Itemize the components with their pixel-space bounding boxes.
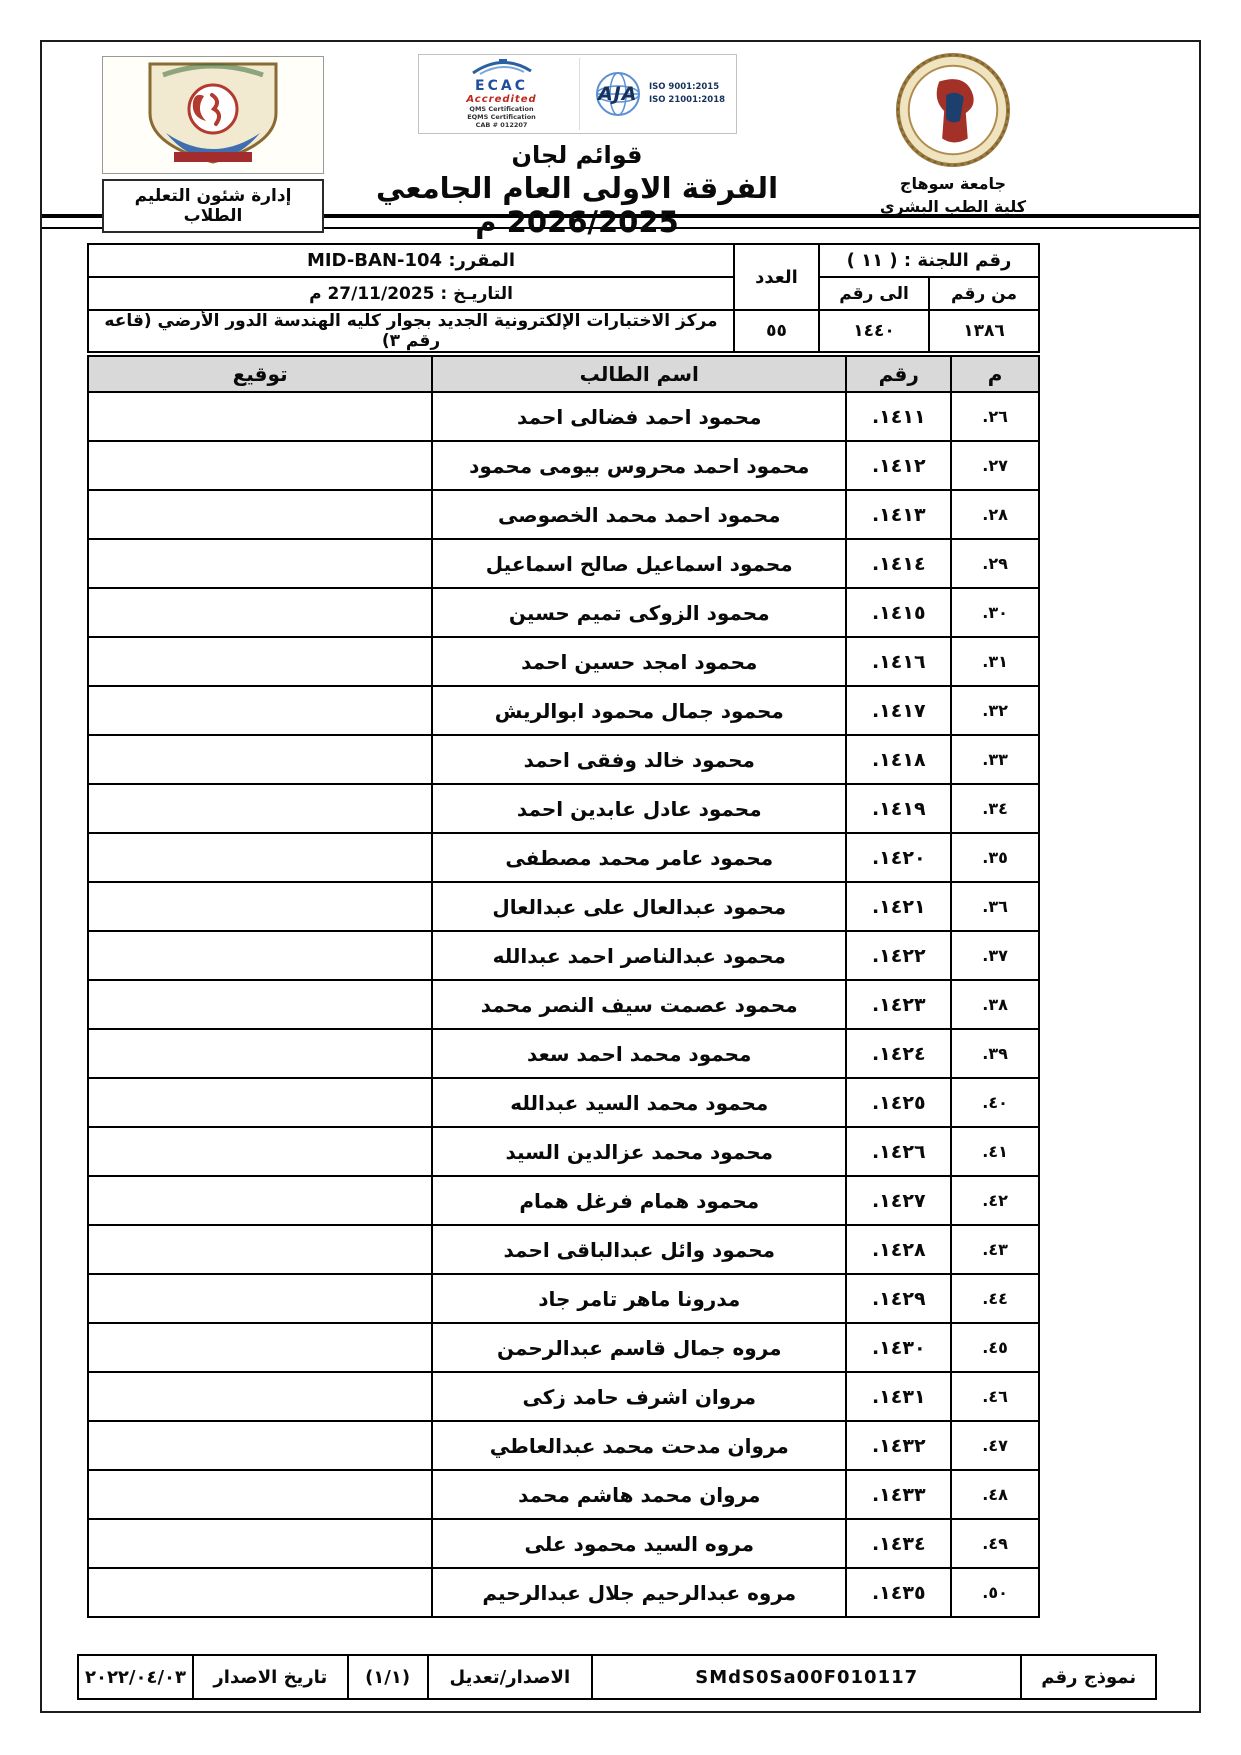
- aja-certification-logo: [590, 58, 730, 130]
- row-seat-number: ١٤٢٧.: [846, 1176, 951, 1225]
- student-row: [88, 441, 1039, 490]
- row-signature-cell: [88, 1078, 432, 1127]
- row-serial: ٤٥.: [951, 1323, 1039, 1372]
- form-number-value: SMdS0Sa00F010117: [592, 1655, 1021, 1699]
- row-serial: ٣٧.: [951, 931, 1039, 980]
- row-seat-number: ١٤٢٣.: [846, 980, 951, 1029]
- aja-iso-9001: ISO 9001:2015: [648, 82, 720, 93]
- header-center: [354, 54, 800, 239]
- row-serial: ٢٩.: [951, 539, 1039, 588]
- department-label: إدارة شئون التعليم الطلاب: [102, 179, 324, 233]
- row-student-name: محمود عصمت سيف النصر محمد: [432, 980, 846, 1029]
- row-student-name: محمود عادل عابدين احمد: [432, 784, 846, 833]
- row-signature-cell: [88, 1176, 432, 1225]
- row-serial: ٤٠.: [951, 1078, 1039, 1127]
- row-student-name: محمود احمد محروس بيومى محمود: [432, 441, 846, 490]
- row-serial: ٣٨.: [951, 980, 1039, 1029]
- row-signature-cell: [88, 1127, 432, 1176]
- student-row: [88, 1470, 1039, 1519]
- row-signature-cell: [88, 1519, 432, 1568]
- header: [42, 42, 1199, 240]
- faculty-name: كلية الطب البشرى: [879, 196, 1027, 216]
- ecac-cab-line: CAB # 012207: [475, 120, 528, 129]
- student-row: [88, 1176, 1039, 1225]
- row-seat-number: ١٤٢٢.: [846, 931, 951, 980]
- row-signature-cell: [88, 686, 432, 735]
- row-seat-number: ١٤٣١.: [846, 1372, 951, 1421]
- row-signature-cell: [88, 980, 432, 1029]
- row-signature-cell: [88, 931, 432, 980]
- row-serial: ٣٩.: [951, 1029, 1039, 1078]
- aja-globe-wrap: [594, 70, 642, 118]
- row-signature-cell: [88, 784, 432, 833]
- row-serial: ٤٨.: [951, 1470, 1039, 1519]
- to-number-label: الى رقم: [819, 277, 929, 310]
- row-seat-number: ١٤١٢.: [846, 441, 951, 490]
- student-row: [88, 735, 1039, 784]
- row-signature-cell: [88, 1029, 432, 1078]
- row-signature-cell: [88, 833, 432, 882]
- row-student-name: محمود عامر محمد مصطفى: [432, 833, 846, 882]
- row-seat-number: ١٤٢٠.: [846, 833, 951, 882]
- row-seat-number: ١٤١٧.: [846, 686, 951, 735]
- aja-iso-lines: [649, 81, 725, 107]
- student-row: [88, 1421, 1039, 1470]
- student-row: [88, 833, 1039, 882]
- row-student-name: محمود الزوكى تميم حسين: [432, 588, 846, 637]
- count-label: العدد: [734, 244, 819, 310]
- row-student-name: محمود محمد السيد عبدالله: [432, 1078, 846, 1127]
- certification-logos: [418, 54, 737, 134]
- row-student-name: محمود امجد حسين احمد: [432, 637, 846, 686]
- row-signature-cell: [88, 1568, 432, 1617]
- page-subtitle: الفرقة الاولى العام الجامعي 2026/2025 م: [375, 171, 779, 240]
- form-footer-table: [77, 1654, 1157, 1700]
- row-serial: ٤٩.: [951, 1519, 1039, 1568]
- faculty-logo-box: [102, 56, 324, 174]
- from-number-label: من رقم: [929, 277, 1039, 310]
- committee-number-label: رقم اللجنة : ( ١١ ): [819, 244, 1039, 277]
- student-row: [88, 637, 1039, 686]
- row-serial: ٤٦.: [951, 1372, 1039, 1421]
- row-student-name: مروان مدحت محمد عبدالعاطي: [432, 1421, 846, 1470]
- row-student-name: محمود عبدالعال على عبدالعال: [432, 882, 846, 931]
- row-serial: ٣٠.: [951, 588, 1039, 637]
- student-row: [88, 588, 1039, 637]
- issue-date-value: ٢٠٢٢/٠٤/٠٣: [78, 1655, 193, 1699]
- student-row: [88, 882, 1039, 931]
- row-serial: ٣٢.: [951, 686, 1039, 735]
- row-signature-cell: [88, 1421, 432, 1470]
- faculty-logo-block: [102, 56, 324, 233]
- row-serial: ٣٤.: [951, 784, 1039, 833]
- ecac-accredited-label: Accredited: [466, 93, 537, 105]
- university-logo-block: [864, 52, 1042, 218]
- row-student-name: محمود اسماعيل صالح اسماعيل: [432, 539, 846, 588]
- row-seat-number: ١٤١١.: [846, 392, 951, 441]
- row-seat-number: ١٤٢٩.: [846, 1274, 951, 1323]
- student-row: [88, 1127, 1039, 1176]
- row-student-name: محمود همام فرغل همام: [432, 1176, 846, 1225]
- row-seat-number: ١٤٢٦.: [846, 1127, 951, 1176]
- row-serial: ٥٠.: [951, 1568, 1039, 1617]
- ecac-certification-logo: [425, 58, 580, 130]
- row-seat-number: ١٤٣٠.: [846, 1323, 951, 1372]
- row-seat-number: ١٤٢٨.: [846, 1225, 951, 1274]
- row-serial: ٢٦.: [951, 392, 1039, 441]
- student-row: [88, 1519, 1039, 1568]
- ecac-swoosh-icon: [471, 59, 533, 75]
- row-signature-cell: [88, 588, 432, 637]
- row-serial: ٤٣.: [951, 1225, 1039, 1274]
- row-seat-number: ١٤٣٢.: [846, 1421, 951, 1470]
- row-serial: ٣١.: [951, 637, 1039, 686]
- row-student-name: مروان محمد هاشم محمد: [432, 1470, 846, 1519]
- row-seat-number: ١٤١٤.: [846, 539, 951, 588]
- header-student-name: اسم الطالب: [432, 356, 846, 392]
- row-seat-number: ١٤١٦.: [846, 637, 951, 686]
- row-signature-cell: [88, 1372, 432, 1421]
- row-signature-cell: [88, 1470, 432, 1519]
- ecac-name: ECAC: [475, 78, 528, 94]
- student-row: [88, 392, 1039, 441]
- page-title: قوائم لجان: [511, 141, 643, 170]
- row-signature-cell: [88, 1225, 432, 1274]
- row-seat-number: ١٤٢١.: [846, 882, 951, 931]
- student-row: [88, 980, 1039, 1029]
- row-serial: ٤٧.: [951, 1421, 1039, 1470]
- student-row: [88, 539, 1039, 588]
- header-signature: توقيع: [88, 356, 432, 392]
- student-row: [88, 1078, 1039, 1127]
- row-seat-number: ١٤١٨.: [846, 735, 951, 784]
- student-row: [88, 686, 1039, 735]
- footer-row: [78, 1655, 1156, 1699]
- student-row: [88, 784, 1039, 833]
- row-signature-cell: [88, 882, 432, 931]
- issue-label: الاصدار/تعديل: [428, 1655, 593, 1699]
- row-serial: ٤٢.: [951, 1176, 1039, 1225]
- row-serial: ٣٣.: [951, 735, 1039, 784]
- aja-name: AJA: [597, 83, 638, 106]
- row-seat-number: ١٤١٣.: [846, 490, 951, 539]
- row-signature-cell: [88, 735, 432, 784]
- row-seat-number: ١٤١٩.: [846, 784, 951, 833]
- row-student-name: مروان اشرف حامد زكى: [432, 1372, 846, 1421]
- row-signature-cell: [88, 539, 432, 588]
- sohag-university-logo-icon: [895, 52, 1011, 168]
- exam-date-label: التاريـخ : 27/11/2025 م: [88, 277, 734, 310]
- row-student-name: محمود احمد محمد الخصوصى: [432, 490, 846, 539]
- faculty-of-medicine-logo-icon: [108, 59, 318, 167]
- row-seat-number: ١٤٣٤.: [846, 1519, 951, 1568]
- row-serial: ٣٥.: [951, 833, 1039, 882]
- header-number: رقم: [846, 356, 951, 392]
- university-name: جامعة سوهاج: [899, 174, 1007, 193]
- student-row: [88, 1029, 1039, 1078]
- document-frame: [40, 40, 1201, 1713]
- row-signature-cell: [88, 490, 432, 539]
- student-row: [88, 1568, 1039, 1617]
- to-number-value: ١٤٤٠: [819, 310, 929, 352]
- student-row: [88, 490, 1039, 539]
- row-signature-cell: [88, 392, 432, 441]
- students-table: [87, 355, 1040, 1618]
- row-signature-cell: [88, 1274, 432, 1323]
- header-serial: م: [951, 356, 1039, 392]
- row-student-name: مروه جمال قاسم عبدالرحمن: [432, 1323, 846, 1372]
- row-student-name: محمود عبدالناصر احمد عبدالله: [432, 931, 846, 980]
- exam-location: مركز الاختبارات الإلكترونية الجديد بجوار كليه الهندسة الدور الأرضي (قاعه رقم ٣): [88, 310, 734, 352]
- row-seat-number: ١٤٢٥.: [846, 1078, 951, 1127]
- course-label: المقرر: MID-BAN-104: [88, 244, 734, 277]
- ecac-qms-line: QMS Certification: [469, 104, 534, 113]
- row-serial: ٢٨.: [951, 490, 1039, 539]
- row-student-name: محمود محمد عزالدين السيد: [432, 1127, 846, 1176]
- row-serial: ٣٦.: [951, 882, 1039, 931]
- issue-date-label: تاريخ الاصدار: [193, 1655, 348, 1699]
- student-row: [88, 1372, 1039, 1421]
- row-student-name: محمود محمد احمد سعد: [432, 1029, 846, 1078]
- aja-iso-21001: ISO 21001:2018: [648, 95, 726, 106]
- student-row: [88, 931, 1039, 980]
- row-student-name: محمود وائل عبدالباقى احمد: [432, 1225, 846, 1274]
- ecac-eqms-line: EQMS Certification: [467, 112, 536, 121]
- row-student-name: مروه عبدالرحيم جلال عبدالرحيم: [432, 1568, 846, 1617]
- row-serial: ٤٤.: [951, 1274, 1039, 1323]
- table-header-row: [88, 356, 1039, 392]
- count-value: ٥٥: [734, 310, 819, 352]
- row-seat-number: ١٤١٥.: [846, 588, 951, 637]
- row-student-name: مدرونا ماهر تامر جاد: [432, 1274, 846, 1323]
- student-row: [88, 1225, 1039, 1274]
- from-number-value: ١٣٨٦: [929, 310, 1039, 352]
- committee-info-table: [87, 243, 1040, 353]
- content: [42, 229, 1199, 1700]
- row-seat-number: ١٤٣٣.: [846, 1470, 951, 1519]
- row-signature-cell: [88, 637, 432, 686]
- student-row: [88, 1274, 1039, 1323]
- row-seat-number: ١٤٢٤.: [846, 1029, 951, 1078]
- row-signature-cell: [88, 441, 432, 490]
- row-student-name: محمود جمال محمود ابوالريش: [432, 686, 846, 735]
- form-number-label: نموذج رقم: [1021, 1655, 1156, 1699]
- row-student-name: محمود خالد وفقى احمد: [432, 735, 846, 784]
- row-signature-cell: [88, 1323, 432, 1372]
- student-row: [88, 1323, 1039, 1372]
- row-student-name: مروه السيد محمود على: [432, 1519, 846, 1568]
- row-student-name: محمود احمد فضالى احمد: [432, 392, 846, 441]
- issue-value: (١/١): [348, 1655, 428, 1699]
- row-serial: ٤١.: [951, 1127, 1039, 1176]
- row-seat-number: ١٤٣٥.: [846, 1568, 951, 1617]
- row-serial: ٢٧.: [951, 441, 1039, 490]
